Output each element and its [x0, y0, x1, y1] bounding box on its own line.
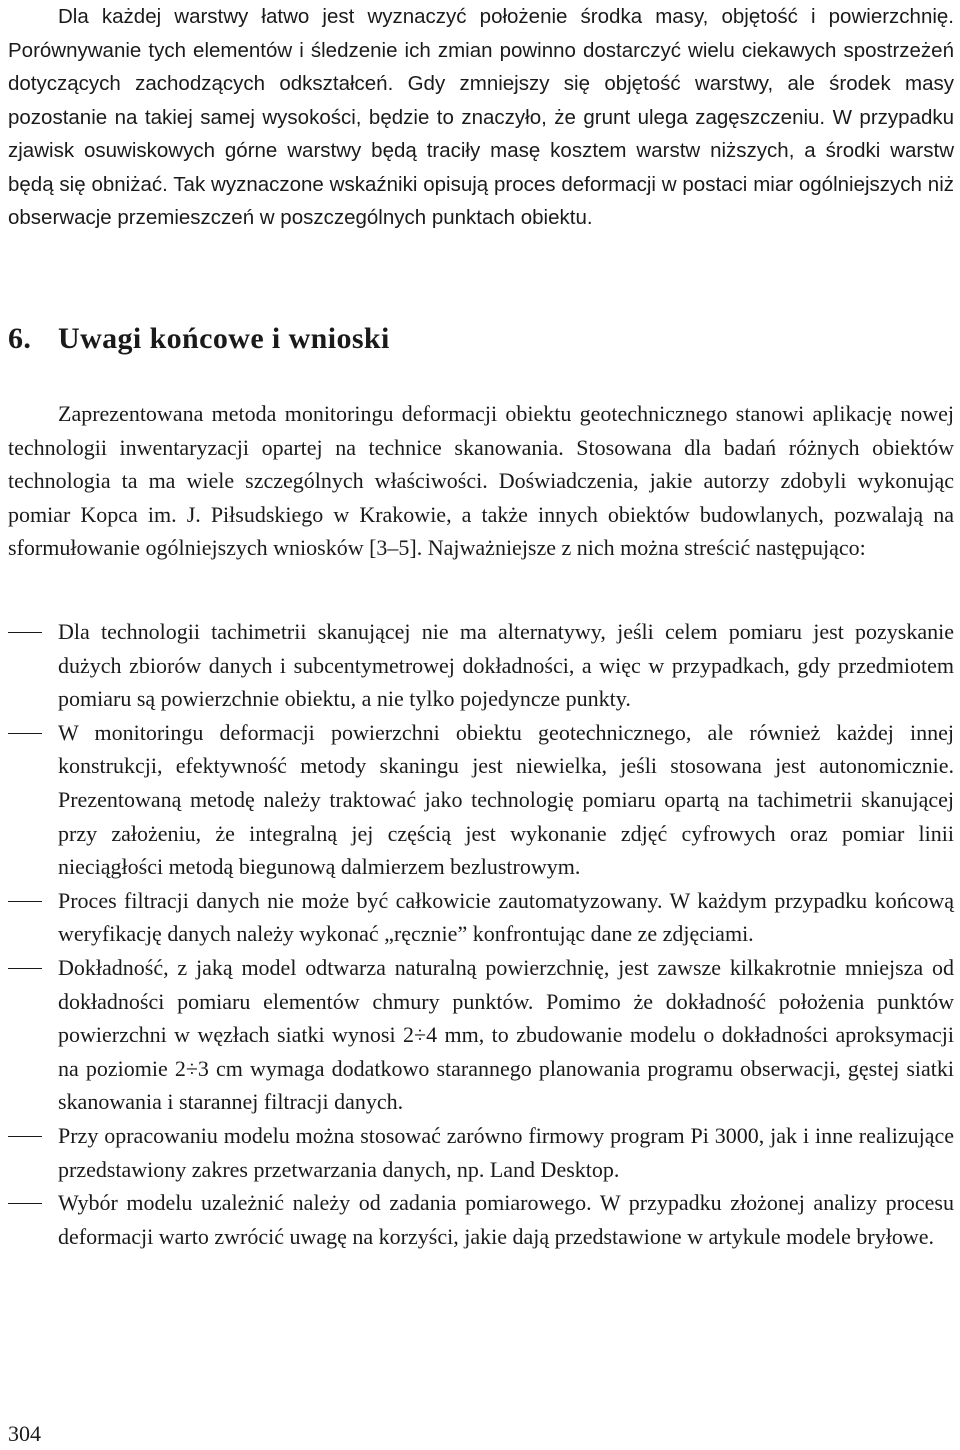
- list-item-text: Przy opracowaniu modelu można stosować zarówno firmowy program Pi 3000, jak i inne realizujące przedstawiony zakres przetwarzania danych, np. Land Desktop.: [58, 1122, 954, 1182]
- section-paragraph: Zaprezentowana metoda monitoringu deformacji obiektu geotechnicznego stanowi aplikację nowej technologii inwentaryzacji opartej na technice skanowania. Stosowana dla badań różnych obiektów technologia ta ma wiele szczególnych właściwości. Doświadczenia, jakie autorzy zdobyli wykonując pomiar Kopca im. J. Piłsudskiego w Krakowie, a także innych obiektów budowlanych, pozwalają na sformułowanie ogólniejszych wniosków [3–5]. Najważniejsze z nich można streścić następująco:: [8, 401, 954, 561]
- intro-paragraph-text: Dla każdej warstwy łatwo jest wyznaczyć położenie środka masy, objętość i powierzchnię. Porównywanie tych elementów i śledzenie ich zmian powinno dostarczyć wielu ciekawych spostrzeżeń dotyczących zachodzących odkształceń. Gdy zmniejszy się objętość warstwy, ale środek masy pozostanie na takiej samej wysokości, będzie to znaczyło, że grunt ulega zagęszczeniu. W przypadku zjawisk osuwiskowych górne warstwy będą traciły masę kosztem warstw niższych, a środki warstw będą się obniżać. Tak wyznaczone wskaźniki opisują proces deformacji w postaci miar ogólniejszych niż obserwacje przemieszczeń w poszczególnych punktach obiektu.: [8, 5, 954, 229]
- section-title: Uwagi końcowe i wnioski: [58, 322, 390, 355]
- list-item: [8, 716, 954, 884]
- list-item: [8, 1186, 954, 1253]
- section-number: 6.: [8, 322, 32, 355]
- intro-paragraph: [8, 0, 954, 235]
- list-item-text: Dla technologii tachimetrii skanującej nie ma alternatywy, jeśli celem pomiaru jest pozyskanie dużych zbiorów danych i subcentymetrowej dokładności, a więc w przypadkach, gdy przedmiotem pomiaru są powierzchnie obiektu, a nie tylko pojedyncze punkty.: [58, 619, 954, 712]
- document-page: [8, 0, 954, 1450]
- page-number: 304: [8, 1421, 41, 1446]
- list-item: [8, 1119, 954, 1186]
- list-item-text: Proces filtracji danych nie może być całkowicie zautomatyzowany. W każdym przypadku końcową weryfikację danych należy wykonać „ręcznie” konfrontując dane ze zdjęciami.: [58, 887, 954, 947]
- list-item: [8, 615, 954, 716]
- section-heading: [8, 322, 390, 356]
- list-item: [8, 951, 954, 1119]
- list-item: [8, 884, 954, 951]
- conclusions-list: [8, 615, 954, 1253]
- list-item-text: W monitoringu deformacji powierzchni obiektu geotechnicznego, ale również każdej innej konstrukcji, efektywność metody skaningu jest niewielka, jeśli stosowana jest autonomicznie. Prezentowaną metodę należy traktować jako technologię pomiaru opartą na tachimetrii skanującej przy założeniu, że integralną jej częścią jest wykonanie zdjęć cyfrowych oraz pomiar linii nieciągłości metodą biegunową dalmierzem bezlustrowym.: [58, 719, 954, 880]
- list-item-text: Wybór modelu uzależnić należy od zadania pomiarowego. W przypadku złożonej analizy procesu deformacji warto zwrócić uwagę na korzyści, jakie dają przedstawione w artykule modele bryłowe.: [58, 1190, 954, 1249]
- list-item-text: Dokładność, z jaką model odtwarza naturalną powierzchnię, jest zawsze kilkakrotnie mniejsza od dokładności pomiaru elementów chmury punktów. Pomimo że dokładność położenia punktów powierzchni w węzłach siatki wynosi 2÷4 mm, to zbudowanie modelu o dokładności aproksymacji na poziomie 2÷3 cm wymaga dodatkowo starannego planowania programu obserwacji, gęstej siatki skanowania i starannej filtracji danych.: [58, 954, 954, 1115]
